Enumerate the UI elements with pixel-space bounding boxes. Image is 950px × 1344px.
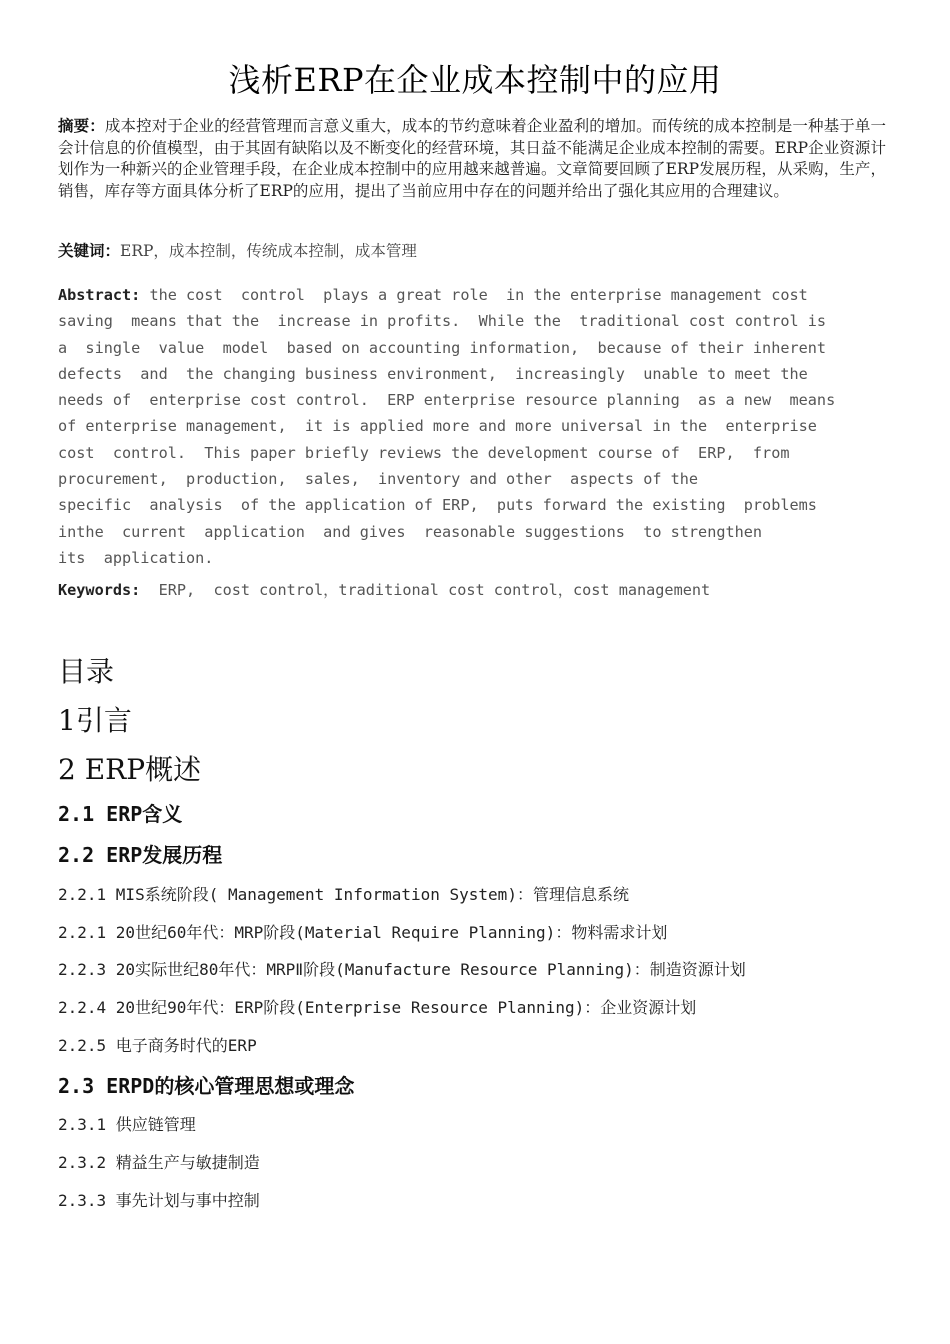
chinese-keywords-label: 关键词： bbox=[58, 242, 121, 260]
english-abstract-line: cost control. This paper briefly reviews the development course of ERP, from bbox=[58, 443, 790, 462]
english-abstract-line: a single value model based on accounting information, because of their inherent bbox=[58, 338, 827, 357]
chinese-abstract-label: 摘要： bbox=[58, 117, 105, 135]
english-keywords bbox=[58, 578, 888, 602]
document-title: 浅析ERP在企业成本控制中的应用 bbox=[228, 61, 722, 99]
english-abstract-line: defects and the changing business environment, increasingly unable to meet the bbox=[58, 364, 808, 383]
toc-item[interactable]: 1引言 bbox=[58, 704, 132, 737]
english-abstract-line: of enterprise management, it is applied more and more universal in the enterprise bbox=[58, 417, 817, 436]
toc-item[interactable]: 2 ERP概述 bbox=[58, 753, 202, 786]
english-abstract-line: inthe current application and gives reasonable suggestions to strengthen bbox=[58, 522, 763, 541]
chinese-keywords-text: ERP，成本控制，传统成本控制，成本管理 bbox=[120, 242, 417, 260]
toc-item[interactable]: 2.3.2 精益生产与敏捷制造 bbox=[58, 1153, 260, 1172]
english-keywords-text: ERP, cost control，traditional cost control，cost management bbox=[140, 581, 711, 599]
english-abstract bbox=[58, 282, 888, 571]
toc-item[interactable]: 2.3.1 供应链管理 bbox=[58, 1115, 196, 1134]
toc-item[interactable]: 2.2.4 20世纪90年代：ERP阶段(Enterprise Resource Planning)：企业资源计划 bbox=[58, 998, 697, 1017]
english-abstract-label: Abstract: bbox=[58, 286, 141, 304]
english-abstract-line: specific analysis of the application of ERP, puts forward the existing problems bbox=[58, 496, 817, 515]
toc-item[interactable]: 2.1 ERP含义 bbox=[58, 802, 183, 826]
toc-item[interactable]: 2.2.1 20世纪60年代：MRP阶段(Material Require Planning)：物料需求计划 bbox=[58, 923, 668, 942]
english-abstract-line: its application. bbox=[58, 548, 214, 567]
toc-item[interactable]: 2.3 ERPD的核心管理思想或理念 bbox=[58, 1074, 355, 1098]
toc-item[interactable]: 2.2.3 20实际世纪80年代：MRPⅡ阶段(Manufacture Resource Planning)：制造资源计划 bbox=[58, 960, 746, 979]
english-abstract-line: procurement, production, sales, inventory and other aspects of the bbox=[58, 470, 699, 489]
toc-item[interactable]: 2.2.5 电子商务时代的ERP bbox=[58, 1036, 257, 1055]
chinese-abstract bbox=[58, 116, 886, 202]
toc-heading: 目录 bbox=[58, 655, 115, 688]
toc-item[interactable]: 2.2.1 MIS系统阶段( Management Information System)：管理信息系统 bbox=[58, 885, 629, 904]
chinese-abstract-text: 成本控对于企业的经营管理而言意义重大，成本的节约意味着企业盈利的增加。而传统的成本控制是一种基于单一会计信息的价值模型，由于其固有缺陷以及不断变化的经营环境，其日益不能满足企业成本控制的需要。ERP企业资源计划作为一种新兴的企业管理手段，在企业成本控制中的应用越来越普遍。文章简要回顾了ERP发展历程，从采购，生产，销售，库存等方面具体分析了ERP的应用，提出了当前应用中存在的问题并给出了强化其应用的合理建议。 bbox=[58, 117, 886, 200]
chinese-keywords bbox=[58, 240, 886, 262]
english-abstract-line: needs of enterprise cost control. ERP enterprise resource planning as a new means bbox=[58, 391, 836, 410]
toc-item[interactable]: 2.2 ERP发展历程 bbox=[58, 843, 223, 867]
english-keywords-label: Keywords: bbox=[58, 581, 141, 599]
english-abstract-line: the cost control plays a great role in the enterprise management cost bbox=[140, 286, 808, 304]
toc-item[interactable]: 2.3.3 事先计划与事中控制 bbox=[58, 1191, 260, 1210]
english-abstract-line: saving means that the increase in profits. While the traditional cost control is bbox=[58, 312, 827, 331]
